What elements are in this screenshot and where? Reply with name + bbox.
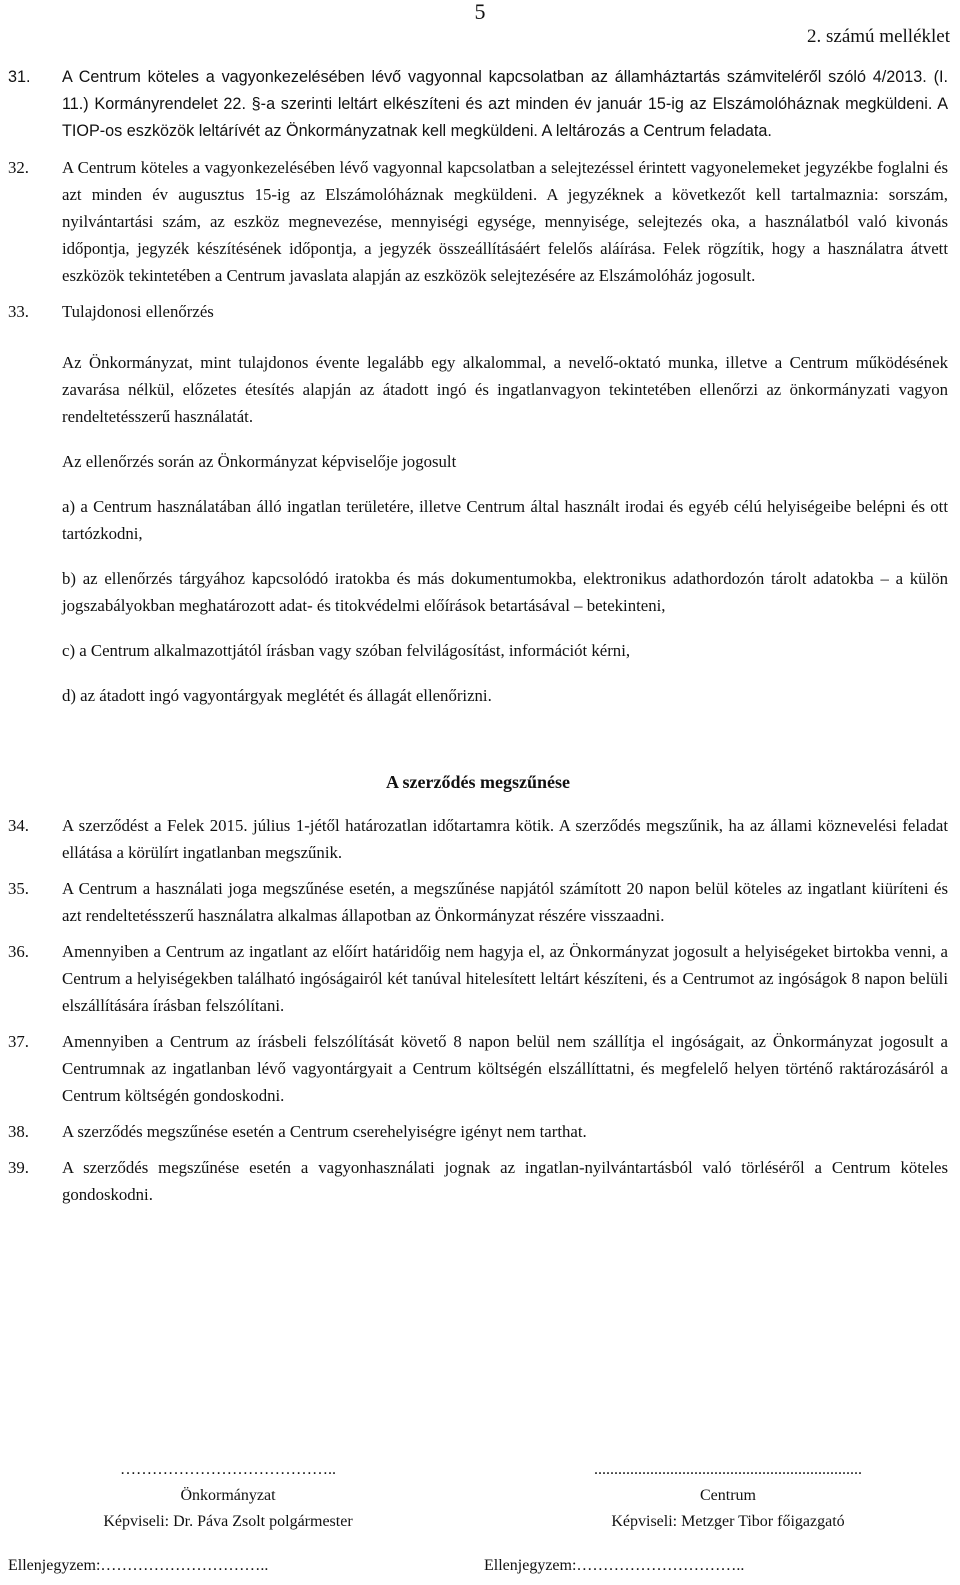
clause-text: A szerződés megszűnése esetén a vagyonhasználati jognak az ingatlan-nyilvántartásból való törléséről a Centrum köteles gondoskodni. xyxy=(62,1158,948,1204)
clause-text: A szerződés megszűnése esetén a Centrum cserehelyiségre igényt nem tarthat. xyxy=(62,1122,587,1141)
countersign-row xyxy=(8,1553,948,1579)
signature-block xyxy=(8,1457,948,1535)
clause-number: 36. xyxy=(8,942,29,961)
appendix-label: 2. számú melléklet xyxy=(807,26,950,47)
clause-text: A Centrum köteles a vagyonkezelésében lévő vagyonnal kapcsolatban az államháztartás számviteléről szóló 4/2013. (I. 11.) Kormányrendelet 22. §-a szerinti leltárt elkészíteni és azt minden év január 15-ig az Elszámolóháznak megküldeni. A TIOP-os eszközök leltárívét az Önkormányzatnak kell megküldeni. A leltározás a Centrum feladata. xyxy=(62,68,948,140)
clause-39 xyxy=(8,1154,948,1208)
list-item-b: b) az ellenőrzés tárgyához kapcsolódó iratokba és más dokumentumokba, elektronikus adathordozón tárolt adatokba – a külön jogszabályokban meghatározott adat- és titokvédelmi előírások betartásával – betekinteni, xyxy=(62,569,948,615)
countersign-right: Ellenjegyzem:………………………….. xyxy=(484,1557,745,1574)
clause-title: Tulajdonosi ellenőrzés xyxy=(62,302,214,321)
clause-text: Amennyiben a Centrum az írásbeli felszólítását követő 8 napon belül nem szállítja el ingóságait, az Önkormányzat jogosult a Centrumnak az ingatlanban lévő vagyontárgyait a Centrum költségén elszállíttatni, és megfelelő helyen történő raktározásáról a Centrum költségén gondoskodni. xyxy=(62,1032,948,1105)
signature-left xyxy=(8,1457,448,1535)
clause-text: Amennyiben a Centrum az ingatlant az előírt határidőig nem hagyja el, az Önkormányzat jogosult a helyiségeket birtokba venni, a Centrum a helyiségekben található ingóságairól két tanúval hitelesített leltárt készíteni, és a Centrumot az ingóságok 8 napon belüli elszállítására írásban felszólítani. xyxy=(62,942,948,1015)
clause-number: 31. xyxy=(8,68,31,86)
clause-38 xyxy=(8,1118,948,1145)
clause-text: A Centrum köteles a vagyonkezelésében lévő vagyonnal kapcsolatban a selejtezéssel érintett vagyonelemeket jegyzékbe foglalni és azt minden év augusztus 15-ig az Elszámolóháznak megküldeni. A jegyzéknek a következőt kell tartalmaznia: sorszám, nyilvántartási szám, az eszköz megnevezése, mennyiségi egysége, mennyisége, selejtezés oka, a használatból való kivonás időpontja, jegyzék készítésének időpontja, a jegyzék összeállításáért felelős aláírása. Felek rögzítik, hogy a használatra átvett eszközök tekintetében a Centrum javaslata alapján az eszközök selejtezésére az Elszámolóház jogosult. xyxy=(62,158,948,285)
clause-32 xyxy=(8,154,948,289)
clause-number: 38. xyxy=(8,1122,29,1141)
clause-number: 32. xyxy=(8,158,29,177)
representative: Képviseli: Metzger Tibor főigazgató xyxy=(611,1513,845,1530)
paragraph: Az ellenőrzés során az Önkormányzat képviselője jogosult xyxy=(62,452,457,471)
section-title: A szerződés megszűnése xyxy=(386,772,570,792)
party-name: Önkormányzat xyxy=(180,1487,276,1504)
clause-number: 39. xyxy=(8,1158,29,1177)
countersign-left: Ellenjegyzem:………………………….. xyxy=(8,1557,269,1574)
clause-36 xyxy=(8,938,948,1019)
list-item-a: a) a Centrum használatában álló ingatlan területére, illetve Centrum által használt irodai és egyéb célú helyiségeibe belépni és ott tartózkodni, xyxy=(62,497,948,543)
clause-text: A szerződést a Felek 2015. július 1-jétől határozatlan időtartamra kötik. A szerződés megszűnik, ha az állami köznevelési feladat ellátása a körülírt ingatlanban megszűnik. xyxy=(62,816,948,862)
list-item-c: c) a Centrum alkalmazottjától írásban vagy szóban felvilágosítást, információt kérni, xyxy=(62,641,631,660)
paragraph: Az Önkormányzat, mint tulajdonos évente legalább egy alkalommal, a nevelő-oktató munka, illetve a Centrum működésének zavarása nélkül, előzetes étesítés alapján az átadott ingó és ingatlanvagyon tekintetében ellenőrzi az önkormányzati vagyon rendeltetésszerű használatát. xyxy=(62,353,948,426)
clause-35 xyxy=(8,875,948,929)
list-item-d: d) az átadott ingó vagyontárgyak meglétét és állagát ellenőrizni. xyxy=(62,686,492,705)
clause-number: 34. xyxy=(8,816,29,835)
clause-number: 33. xyxy=(8,302,29,321)
party-name: Centrum xyxy=(700,1487,756,1504)
signature-right xyxy=(508,1457,948,1535)
document-body xyxy=(8,64,948,1217)
clause-37 xyxy=(8,1028,948,1109)
clause-33-heading xyxy=(8,298,948,325)
representative: Képviseli: Dr. Páva Zsolt polgármester xyxy=(103,1513,353,1530)
clause-number: 35. xyxy=(8,879,29,898)
signature-line: ................................................................... xyxy=(594,1461,862,1478)
clause-text: A Centrum a használati joga megszűnése esetén, a megszűnése napjától számított 20 napon belül köteles az ingatlant kiüríteni és azt rendeltetésszerű használatra alkalmas állapotban az Önkormányzat részére visszaadni. xyxy=(62,879,948,925)
clause-34 xyxy=(8,812,948,866)
page-number: 5 xyxy=(474,0,486,24)
clause-number: 37. xyxy=(8,1032,29,1051)
clause-31 xyxy=(8,64,948,145)
signature-line: ………………………………….. xyxy=(120,1461,336,1478)
